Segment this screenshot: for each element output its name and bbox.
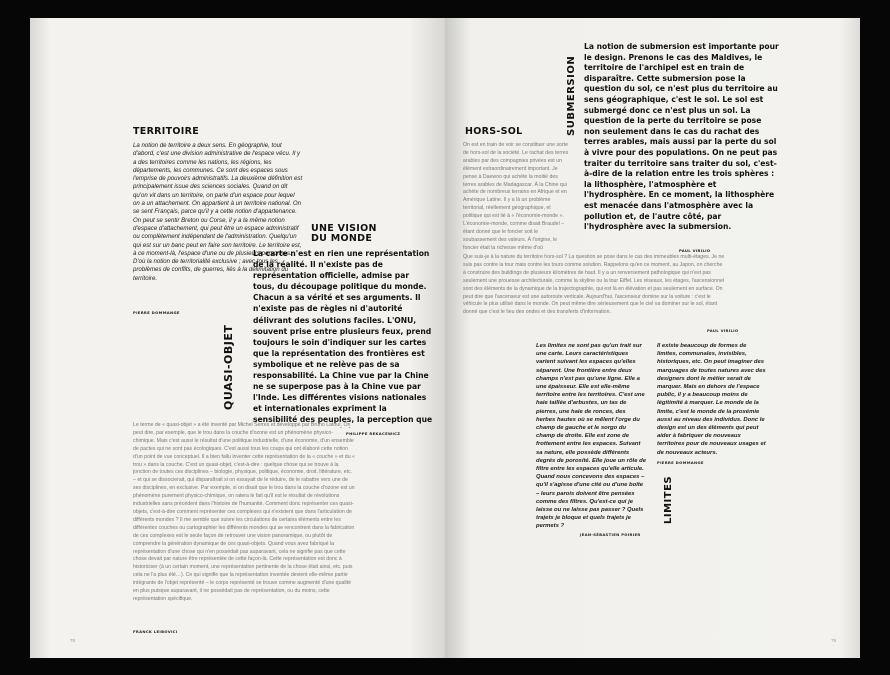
limites-body-left: Les limites ne sont pas qu'un trait sur une carte. Leurs caractéristiques varient suivant les espaces qu'elles séparent. Une frontière entre deux champs n'est pas qu'une ligne. Elle a une épaisseur. Elle est elle-même territoire entre les territoires. C'est une haie taillée d'arbustes, un tas de pierres, une haie de ronces, des herbes hautes où se mêlent l'orge du champ de gauche et le sorgo du champ de droite. Elle est zone de frottement entre les espaces. Suivant sa nature, elle possède différents degrés de porosité. Elle joue un rôle de filtre entre les espaces qu'elle articule. Quand nous concevons des espaces – qu'il s'agisse d'une cité ou d'une boîte – leurs parois doivent être pensées comme des filtres. Qu'est-ce qui je laisse ou ne laisse pas passer ? Quels trajets je bloque et quels trajets je permets ? <box>536 343 646 530</box>
limites-author-left: JEAN-SÉBASTIEN POIRIER <box>580 532 641 537</box>
quasi-objet-title: QUASI-OBJET <box>222 324 235 410</box>
quasi-objet-body: Le terme de « quasi-objet » a été inventé par Michel Serres et développé par Bruno Latour. On peut dire, par exemple, que le trou dans la couche d'ozone est un phénomène physico-chimique. Mais c'est aussi le résultat d'une politique industrielle, d'une économie, d'un ensemble de pactes qui ne sont pas écologiques. C'est aussi tous les coups qui ont élaboré cette notion d'un point de vue conceptuel. Il a bien fallu inventer cette représentation de la « couche » et du « trou » dans la couche. C'est un quasi-objet, c'est-à-dire : quelque chose qui se trouve à la jonction de toutes ces disciplines – biologie, physique, politique, économie, droit, littérature, etc. – et qui se dissocierait, qui disparaîtrait si on essayait de le réduire, de le rabattre vers une de ses disciplines, en exclusive. Par exemple, si on disait que le trou dans la couche d'ozone est un phénomène purement physico-chimique, on ratera le fait qu'il est le résultat de révolutions industrielles sans précédent dans l'histoire de l'humanité. Comment donc représenter ces quasi-objets, c'est-à-dire comment représenter ces complexes qui n'existent que dans l'articulation de différents mondes ? Il me semble que suivre les circulations de certains éléments entre les différentes couches ou cartographier les différents mondes qui se rencontrent dans la fabrication de ces complexes est le seule façon de retrouver une vision panoramique, ou plutôt de comprendre la génération dynamique de ces quasi-objets. Quand vous avez fabriqué la représentation d'une chose qui n'en possédait pas auparavant, cela ne signifie pas que cette chose devait par nature être représentée de cette façon-là. Cette représentation est donc à historiciser (à un certain moment, une représentation pertinente de la chose était ainsi, etc. puis cela ne l'a plus été…). Ce qui signifie que la représentation inventée devient elle-même partie intégrante de l'objet représenté – le corps représenté se trouve comme augmenté d'une qualité en plus puisque auparavant, il ne possédait pas de représentation, ou du moins, cette représentation spécifique. <box>133 422 355 602</box>
submersion-author: PAUL VIRILIO <box>679 248 711 253</box>
territoire-body: La notion de territoire a deux sens. En géographie, tout d'abord, c'est une division administrative de l'espace vécu. Il y a des territoires comme les nations, les régions, les départements, les communes. Ce sont des espaces sous l'emprise de pouvoirs administratifs. La deuxième définition est principalement issue des sciences sociales. Quand on dit qu'on vit dans un territoire, on parle d'un espace pour lequel on a un attachement. On appartient à un territoire national. On se sent Français, parce qu'il y a cette notion d'appartenance. On peut se sentir Breton ou Corse, il y a la même notion d'espace d'attachement, qui peut être un espace administratif ou complètement indépendant de l'administration. Quelqu'un qui est sur un banc peut en faire son territoire. Le territoire est, à ce moment-là, l'espace d'une ou de plusieurs personnes. D'où la notion de territorialité exclusive ; avec tous les problèmes de conflits, de guerres, liés à la délimitation du territoire. <box>133 142 303 282</box>
right-page-number: 79 <box>831 638 837 643</box>
limites-title: LIMITES <box>663 475 674 524</box>
quasi-objet-author: FRANCK LEIBOVICI <box>133 629 178 634</box>
vision-title <box>311 224 377 244</box>
limites-body-right: Il existe beaucoup de formes de limites, communales, invisibles, historiques, etc. On peut imaginer des marquages de toutes natures avec des designers dont le métier serait de marquer. Mais en dehors de l'espace public, il y a beaucoup moins de légitimité à marquer. Le monde de la limite, c'est le monde de la proxémie aussi au niveau des individus. Donc le design est un des éléments qui peut aider à fabriquer de nouveaux territoires pour de nouveaux usages et de nouveaux acteurs. <box>657 343 766 456</box>
open-book <box>30 18 860 658</box>
vision-author: PHILIPPE REKACEWICZ <box>346 431 401 436</box>
hors-sol-title: HORS-SOL <box>465 126 523 137</box>
left-page-number: 78 <box>70 638 76 643</box>
hors-sol-author: PAUL VIRILIO <box>707 328 739 333</box>
hors-sol-body-wide: Que suis-je à la nature du territoire hors-sol ? La question se pose dans le cas des immeubles multi-étages. Je ne suis pas contre la tour mais contre les tours comme solution. Rappelons qu'en ce moment, au Japon, on cherche à construire des buildings de plusieurs kilomètres de haut. Il y a un renversement pathologique qui n'est pas seulement une prouesse architecturale, comme la skyline ou la tour Eiffel. Les réseaux, les étages, l'ascensionnel sont des éléments de la dynamique de la trajectographie, qui est là en élévation et pas seulement en surface. On peut dire que l'ascenseur est une autoroute verticale. Aujourd'hui, l'ascenseur domine sur la voiture : c'est le véhicule le plus utilisé dans le monde. On peut même dire sérieusement que le ciel va dominer sur le sol, étant donné que c'est le lieu des ondes et des transferts d'information. <box>463 254 725 316</box>
submersion-title: SUBMERSION <box>566 55 577 136</box>
left-page <box>30 18 445 658</box>
vision-title-line1: UNE VISION <box>311 223 377 234</box>
vision-body: La carte n'est en rien une représentation de la réalité. Il n'existe pas de représentation officielle, admise par tous, du découpage politique du monde. Chacun a sa vérité et ses arguments. Il n'existe pas de règles ni d'autorité délivrant des solutions faciles. L'ONU, souvent prise entre plusieurs feux, prend toujours le soin d'indiquer sur les cartes que la représentation des frontières est symbolique et ne relève pas de sa responsabilité. La Chine vue par la Chine ne se superpose pas à la Chine vue par l'Inde. Les différentes visions nationales et internationales expriment la sensibilité des peuples, la perception que <box>253 249 433 425</box>
vision-title-line2: DU MONDE <box>311 233 373 244</box>
right-page <box>445 18 860 658</box>
limites-author-right: PIERRE DOMMANGE <box>657 460 704 465</box>
territoire-author: PIERRE DOMMANGE <box>133 310 180 315</box>
hors-sol-body-column: On est en train de voir se constituer une sorte de hors-sol de la société. Le rachat des terres arables par des compagnies privées est un élément extraordinairement important. Je pense à Daewoo qui achète la moitié des terres arables de Madagascar. À la Chine qui achète de nombreux terrains en Afrique et en Amérique Latine. Il y a là un problème territorial, réellement géographique, et politique qui est lié à « l'économie-monde ». L'économie-monde, comme disait Braudel – étant donné que le foncier soit le soubassement des valeurs. À l'origine, le foncier était la richesse même d'où <box>463 142 569 251</box>
territoire-title: TERRITOIRE <box>133 126 200 137</box>
submersion-body: La notion de submersion est importante pour le design. Prenons le cas des Maldives, le territoire de l'archipel est en train de disparaître. Cette submersion pose la question du sol, ce n'est plus du territoire au sens géographique, c'est le sol. Le sol est submergé donc ce n'est plus un sol. La question de la perte du territoire se pose non seulement dans le cas du rachat des terres arables, mais aussi par la perte du sol à vivre pour des populations. On ne peut pas traiter du territoire sans traiter du sol, c'est-à-dire de la relation entre les trois sphères : la lithosphère, l'atmosphère et l'hydrosphère. En ce moment, la lithosphère est menacée dans l'atmosphère avec la pollution et, de l'autre côté, par l'hydrosphère avec la submersion. <box>584 42 779 232</box>
